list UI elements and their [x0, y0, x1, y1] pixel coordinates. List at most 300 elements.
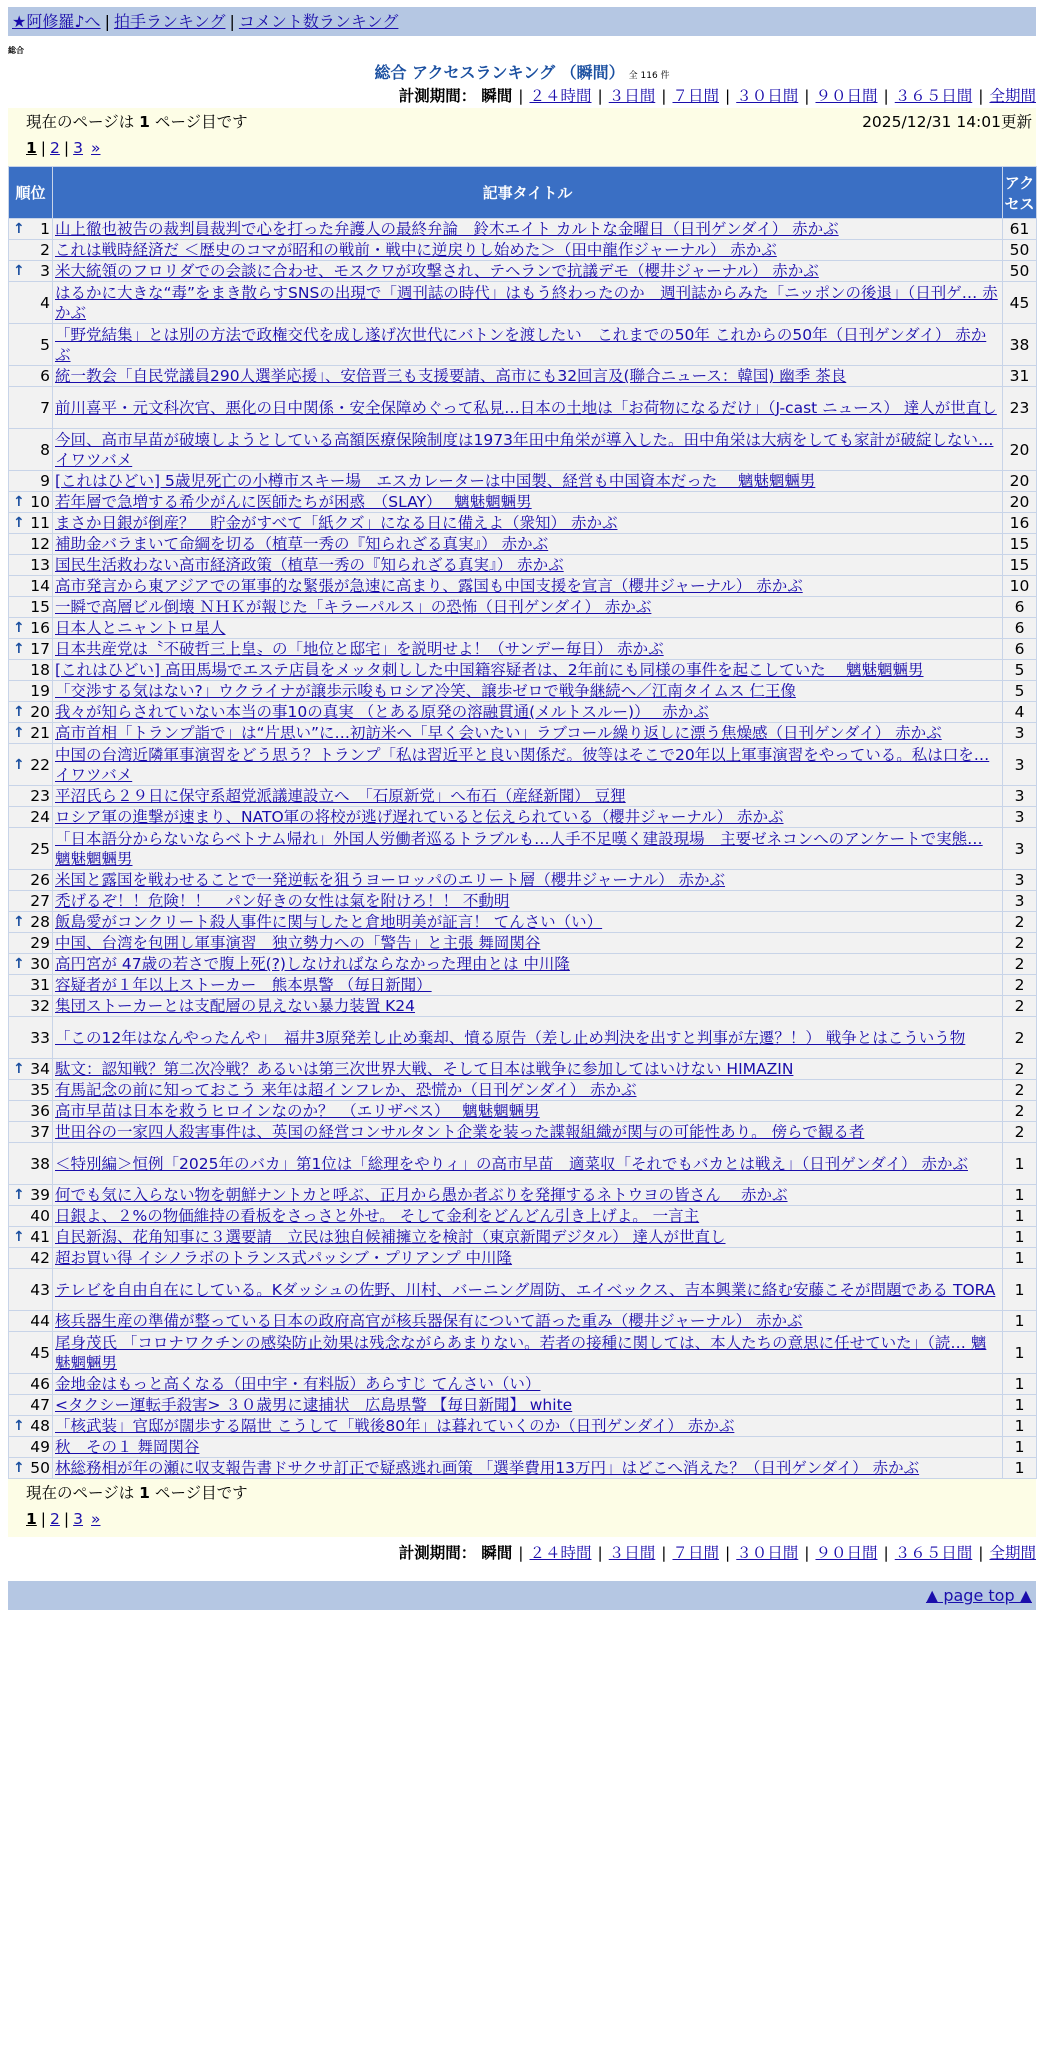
period-separator: | [518, 1544, 524, 1562]
page-top-link[interactable]: ▲ page top ▲ [925, 1586, 1032, 1605]
access-count: 15 [1003, 555, 1037, 576]
rank-cell [9, 492, 53, 513]
total-count: 全 116 件 [628, 71, 670, 81]
article-title-link[interactable]: 高市首相「トランプ詣で」は“片思い”に…初訪米へ「早く会いたい」ラブコール繰り返しに漂う焦燥感（日刊ゲンダイ） 赤かぶ [55, 724, 942, 742]
table-row [9, 324, 1037, 366]
rank-number: 47 [30, 1396, 50, 1414]
article-title-link[interactable]: 「この12年はなんやったんや」 福井3原発差し止め棄却、憤る原告（差し止め判決を出すと判事が左遷？！） 戦争とはこういう物 [55, 1028, 966, 1047]
page-number-link: 1 [26, 1510, 37, 1528]
title-cell [53, 1458, 1003, 1479]
table-row [9, 1143, 1037, 1185]
table-row [9, 555, 1037, 576]
rank-number: 43 [30, 1280, 50, 1299]
article-title-link[interactable]: 秋 その１ 舞岡関谷 [55, 1438, 200, 1456]
rank-number: 2 [40, 241, 50, 259]
period-separator: | [883, 1544, 889, 1562]
page-separator: | [63, 139, 70, 157]
table-row [9, 240, 1037, 261]
rank-number: 19 [30, 682, 50, 700]
title-cell [53, 387, 1003, 429]
access-count: 15 [1003, 534, 1037, 555]
rank-number: 21 [30, 724, 50, 742]
rank-up-arrow-icon: ↑ [13, 1061, 25, 1077]
rank-number: 17 [30, 640, 50, 658]
table-row [9, 429, 1037, 471]
title-cell [53, 618, 1003, 639]
rank-number: 40 [30, 1207, 50, 1225]
table-row [9, 681, 1037, 702]
article-title-link[interactable]: 有馬記念の前に知っておこう 来年は超インフレか、恐慌か（日刊ゲンダイ） 赤かぶ [55, 1081, 637, 1099]
page-number-link[interactable]: 3 [73, 1510, 84, 1528]
rank-cell [9, 1227, 53, 1248]
period-option[interactable]: ３０日間 [736, 87, 799, 105]
period-option-bottom[interactable]: ３６５日間 [894, 1544, 973, 1562]
article-title-link[interactable]: ＜特別編＞恒例「2025年のバカ」第1位は「総理をやりィ」の高市早苗 適菜収「それでもバカとは戦え」（日刊ゲンダイ） 赤かぶ [55, 1154, 968, 1173]
table-row [9, 282, 1037, 324]
rank-number: 3 [40, 262, 50, 280]
rank-up-arrow-icon: ↑ [13, 263, 25, 279]
rank-number: 49 [30, 1438, 50, 1456]
article-title-link[interactable]: 統一教会「自民党議員290人選挙応援」、安倍晋三も支援要請、高市にも32回言及(聯合ニュース：韓国) 幽季 茶良 [55, 367, 847, 385]
rank-cell [9, 702, 53, 723]
article-title-link[interactable]: 「核武装」官邸が闊歩する隔世 こうして「戦後80年」は暮れていくのか（日刊ゲンダイ） 赤かぶ [55, 1417, 735, 1435]
rank-number: 30 [30, 955, 50, 973]
article-title-link[interactable]: <タクシー運転手殺害> ３０歳男に逮捕状 広島県警 【毎日新聞】 white [55, 1396, 573, 1414]
article-title-link[interactable]: 何でも気に入らない物を朝鮮ナントカと呼ぶ、正月から愚か者ぶりを発揮するネトウヨの皆さん 赤かぶ [55, 1186, 788, 1204]
access-count: 2 [1003, 975, 1037, 996]
rank-number: 41 [30, 1228, 50, 1246]
period-separator: | [518, 87, 524, 105]
rank-number: 44 [30, 1312, 50, 1330]
period-separator: | [804, 1544, 810, 1562]
access-count: 10 [1003, 576, 1037, 597]
access-count: 1 [1003, 1143, 1037, 1185]
table-row [9, 870, 1037, 891]
table-row [9, 1248, 1037, 1269]
rank-cell [9, 1143, 53, 1185]
access-count: 16 [1003, 513, 1037, 534]
access-count: 3 [1003, 786, 1037, 807]
access-count: 1 [1003, 1227, 1037, 1248]
table-row [9, 1416, 1037, 1437]
updated-timestamp: 2025/12/31 14:01更新 [862, 113, 1032, 131]
period-option-bottom[interactable]: 全期間 [989, 1544, 1036, 1562]
access-count: 3 [1003, 828, 1037, 870]
rank-cell [9, 471, 53, 492]
period-label-bottom: 計測期間： [398, 1544, 477, 1562]
rank-cell [9, 513, 53, 534]
rank-cell [9, 534, 53, 555]
rank-cell [9, 744, 53, 786]
title-cell [53, 975, 1003, 996]
rank-number: 26 [30, 871, 50, 889]
period-option[interactable]: ９０日間 [815, 87, 878, 105]
article-title-link[interactable]: [これはひどい] 高田馬場でエステ店員をメッタ刺しした中国籍容疑者は、2年前にも同様の事件を起こしていた 魑魅魍魎男 [55, 661, 924, 679]
rank-cell [9, 555, 53, 576]
title-cell [53, 1227, 1003, 1248]
category-label: 総合 [8, 46, 24, 55]
rank-number: 38 [30, 1154, 50, 1173]
table-row [9, 786, 1037, 807]
article-title-link[interactable]: テレビを自由自在にしている。Kダッシュの佐野、川村、バーニング周防、エイベックス、吉本興業に絡む安藤こそが問題である TORA [55, 1280, 996, 1299]
article-title-link[interactable]: 金地金はもっと高くなる（田中宇・有料版）あらすじ てんさい（い） [55, 1375, 541, 1393]
rank-up-arrow-icon: ↑ [13, 725, 25, 741]
rank-number: 15 [30, 598, 50, 616]
table-row [9, 828, 1037, 870]
access-count: 50 [1003, 261, 1037, 282]
table-row [9, 618, 1037, 639]
article-title-link[interactable]: 一瞬で高層ビル倒壊 ＮＨＫが報じた「キラーパルス」の恐怖（日刊ゲンダイ） 赤かぶ [55, 598, 652, 616]
article-title-link[interactable]: 補助金バラまいて命綱を切る（植草一秀の『知られざる真実』） 赤かぶ [55, 535, 549, 553]
title-cell [53, 1017, 1003, 1059]
rank-number: 12 [30, 535, 50, 553]
ranking-title-row [8, 62, 1036, 84]
table-row [9, 723, 1037, 744]
current-page-text: 現在のページは 1 ページ目です [26, 113, 248, 131]
access-count: 3 [1003, 723, 1037, 744]
table-row [9, 1206, 1037, 1227]
rank-cell [9, 1206, 53, 1227]
access-count: 1 [1003, 1374, 1037, 1395]
rank-cell [9, 1122, 53, 1143]
access-count: 20 [1003, 429, 1037, 471]
rank-number: 9 [40, 472, 50, 490]
article-title-link[interactable]: ロシア軍の進撃が速まり、NATO軍の将校が逃げ遅れていると伝えられている（櫻井ジャーナル） 赤かぶ [55, 808, 784, 826]
article-title-link[interactable]: 高市発言から東アジアでの軍事的な緊張が急速に高まり、露国も中国支援を宣言（櫻井ジャーナル） 赤かぶ [55, 577, 803, 595]
article-title-link[interactable]: 「交渉する気はない?」ウクライナが譲歩示唆もロシア冷笑、譲歩ゼロで戦争継続へ／江南タイムス 仁王像 [55, 682, 796, 700]
article-title-link[interactable]: 米大統領のフロリダでの会談に合わせ、モスクワが攻撃され、テヘランで抗議デモ（櫻井ジャーナル） 赤かぶ [55, 262, 819, 280]
article-title-link[interactable]: 飯島愛がコンクリート殺人事件に関与したと倉地明美が証言！ てんさい（い） [55, 913, 603, 931]
article-title-link[interactable]: 高円宮が 47歳の若さで腹上死(?)しなければならなかった理由とは 中川隆 [55, 955, 570, 973]
title-cell [53, 954, 1003, 975]
title-cell [53, 786, 1003, 807]
title-cell [53, 1101, 1003, 1122]
period-option-bottom[interactable]: ９０日間 [815, 1544, 878, 1562]
title-cell [53, 744, 1003, 786]
title-cell [53, 261, 1003, 282]
period-option-bottom[interactable]: ２４時間 [529, 1544, 592, 1562]
table-row [9, 996, 1037, 1017]
article-title-link[interactable]: 超お買い得 イシノラボのトランス式パッシブ・プリアンプ 中川隆 [55, 1249, 513, 1267]
page-info-box-bottom [8, 1479, 1036, 1537]
title-cell [53, 1248, 1003, 1269]
period-option[interactable]: ２４時間 [529, 87, 592, 105]
access-count: 4 [1003, 702, 1037, 723]
rank-number: 27 [30, 892, 50, 910]
table-row [9, 366, 1037, 387]
article-title-link[interactable]: 「野党結集」とは別の方法で政権交代を成し遂げ次世代にバトンを渡したい これまでの50年 これからの50年（日刊ゲンダイ） 赤かぶ [55, 325, 987, 364]
article-title-link[interactable]: 中国、台湾を包囲し軍事演習 独立勢力への「警告」と主張 舞岡関谷 [55, 934, 541, 952]
page-number-link[interactable]: 2 [50, 139, 60, 157]
rank-up-arrow-icon: ↑ [13, 494, 25, 510]
article-title-link[interactable]: 前川喜平・元文科次官、悪化の日中関係・安全保障めぐって私見…日本の土地は「お荷物になるだけ」（J-cast ニュース） 達人が世直し [55, 398, 997, 417]
title-cell [53, 1311, 1003, 1332]
rank-cell [9, 219, 53, 240]
access-count: 1 [1003, 1437, 1037, 1458]
title-cell [53, 1269, 1003, 1311]
access-count: 2 [1003, 1080, 1037, 1101]
rank-up-arrow-icon: ↑ [13, 620, 25, 636]
article-title-link[interactable]: [これはひどい] 5歳児死亡の小樽市スキー場 エスカレーターは中国製、経営も中国資本だった 魑魅魍魎男 [55, 472, 816, 490]
rank-cell [9, 324, 53, 366]
rank-number: 37 [30, 1123, 50, 1141]
article-title-link[interactable]: 日本共産党は〝不破哲三上皇〟の「地位と邸宅」を説明せよ！（サンデー毎日） 赤かぶ [55, 640, 664, 658]
access-count: 3 [1003, 891, 1037, 912]
access-count: 1 [1003, 1185, 1037, 1206]
page [8, 7, 1036, 1610]
table-row [9, 744, 1037, 786]
access-count: 1 [1003, 1206, 1037, 1227]
title-cell [53, 1206, 1003, 1227]
article-title-link[interactable]: 山上徹也被告の裁判員裁判で心を打った弁護人の最終弁論 鈴木エイト カルトな金曜日（日刊ゲンダイ） 赤かぶ [55, 220, 839, 238]
rank-cell [9, 387, 53, 429]
access-count: 2 [1003, 912, 1037, 933]
period-option[interactable]: 全期間 [989, 87, 1036, 105]
period-option-bottom[interactable]: ７日間 [672, 1544, 719, 1562]
rank-cell [9, 1101, 53, 1122]
rank-up-arrow-icon: ↑ [13, 914, 25, 930]
article-title-link[interactable]: まさか日銀が倒産？ 貯金がすべて「紙クズ」になる日に備えよ（衆知） 赤かぶ [55, 514, 618, 532]
table-row [9, 1332, 1037, 1374]
access-count: 2 [1003, 1059, 1037, 1080]
table-row [9, 1437, 1037, 1458]
title-cell [53, 282, 1003, 324]
article-title-link[interactable]: 禿げるぞ！！危険！！ パン好きの女性は氣を附けろ！！ 不動明 [55, 892, 510, 910]
rank-number: 11 [30, 514, 50, 532]
comment-ranking-link[interactable]: コメント数ランキング [238, 12, 399, 31]
page-number-link[interactable]: 2 [50, 1510, 60, 1528]
table-row [9, 219, 1037, 240]
rank-number: 46 [30, 1375, 50, 1393]
period-option-bottom[interactable]: ３０日間 [736, 1544, 799, 1562]
table-row [9, 1458, 1037, 1479]
table-row [9, 1374, 1037, 1395]
article-title-link[interactable]: 高市早苗は日本を救うヒロインなのか？ （エリザベス） 魑魅魍魎男 [55, 1102, 540, 1120]
title-cell [53, 429, 1003, 471]
article-title-link[interactable]: 「日本語分からないならベトナム帰れ」外国人労働者巡るトラブルも…人手不足嘆く建設現場 主要ゼネコンへのアンケートで実態… 魑魅魍魎男 [55, 829, 983, 868]
article-title-link[interactable]: 林総務相が年の瀬に収支報告書ドサクサ訂正で疑惑逃れ画策 「選挙費用13万円」はどこへ消えた？（日刊ゲンダイ） 赤かぶ [55, 1459, 920, 1477]
header-rank: 順位 [9, 167, 53, 219]
rank-number: 28 [30, 913, 50, 931]
article-title-link[interactable]: 我々が知らされていない本当の事10の真実 （とある原発の溶融貫通(メルトスルー)） 赤かぶ [55, 703, 709, 721]
access-count: 1 [1003, 1311, 1037, 1332]
table-row [9, 702, 1037, 723]
table-row [9, 471, 1037, 492]
rank-up-arrow-icon: ↑ [13, 956, 25, 972]
title-cell [53, 1374, 1003, 1395]
access-count: 1 [1003, 1395, 1037, 1416]
article-title-link[interactable]: 今回、高市早苗が破壊しようとしている高額医療保険制度は1973年田中角栄が導入した。田中角栄は大病をしても家計が破綻しない… イワツバメ [55, 430, 994, 469]
rank-up-arrow-icon: ↑ [13, 1187, 25, 1203]
table-row [9, 1395, 1037, 1416]
title-cell [53, 1395, 1003, 1416]
table-row [9, 891, 1037, 912]
rank-cell [9, 1248, 53, 1269]
article-title-link[interactable]: 日本人とニャントロ星人 [55, 619, 226, 637]
article-title-link[interactable]: 若年層で急増する希少がんに医師たちが困惑 （SLAY） 魑魅魍魎男 [55, 493, 532, 511]
table-row [9, 933, 1037, 954]
rank-up-arrow-icon: ↑ [13, 515, 25, 531]
period-option[interactable]: ７日間 [672, 87, 719, 105]
rank-cell [9, 660, 53, 681]
rank-up-arrow-icon: ↑ [13, 641, 25, 657]
rank-cell [9, 1059, 53, 1080]
access-count: 2 [1003, 1101, 1037, 1122]
table-row [9, 639, 1037, 660]
article-title-link[interactable]: 中国の台湾近隣軍事演習をどう思う？トランプ「私は習近平と良い関係だ。彼等はそこで20年以上軍事演習をやっている。私は口を… イワツバメ [55, 745, 990, 784]
rank-number: 20 [30, 703, 50, 721]
title-cell [53, 723, 1003, 744]
access-count: 2 [1003, 954, 1037, 975]
period-label: 計測期間： [398, 87, 477, 105]
article-title-link[interactable]: 平沼氏ら２９日に保守系超党派議連設立へ 「石原新党」へ布石（産経新聞） 豆狸 [55, 787, 626, 805]
rank-up-arrow-icon: ↑ [13, 756, 25, 773]
access-count: 31 [1003, 366, 1037, 387]
rank-cell [9, 891, 53, 912]
period-option[interactable]: ３６５日間 [894, 87, 973, 105]
title-cell [53, 1332, 1003, 1374]
period-option-bottom[interactable]: ３日間 [608, 1544, 656, 1562]
next-page-link[interactable]: » [91, 139, 101, 157]
rank-cell [9, 1185, 53, 1206]
rank-number: 35 [30, 1081, 50, 1099]
rank-cell [9, 1374, 53, 1395]
access-count: 20 [1003, 471, 1037, 492]
rank-cell [9, 912, 53, 933]
rank-up-arrow-icon: ↑ [13, 704, 25, 720]
rank-up-arrow-icon: ↑ [13, 1460, 25, 1476]
rank-cell [9, 1458, 53, 1479]
rank-cell [9, 828, 53, 870]
access-count: 61 [1003, 219, 1037, 240]
page-separator: | [63, 1510, 70, 1528]
article-title-link[interactable]: 自民新潟、花角知事に３選要請 立民は独自候補擁立を検討（東京新聞デジタル） 達人が世直し [55, 1228, 726, 1246]
period-separator: | [883, 87, 889, 105]
rank-number: 32 [30, 997, 50, 1015]
rank-cell [9, 723, 53, 744]
header-title: 記事タイトル [53, 167, 1003, 219]
article-title-link[interactable]: これは戦時経済だ ＜歴史のコマが昭和の戦前・戦中に逆戻りし始めた＞（田中龍作ジャーナル） 赤かぶ [55, 241, 777, 259]
rank-number: 33 [30, 1028, 50, 1047]
title-cell [53, 1437, 1003, 1458]
title-cell [53, 660, 1003, 681]
access-count: 6 [1003, 639, 1037, 660]
page-info-box [8, 108, 1036, 166]
clap-ranking-link[interactable]: 拍手ランキング [113, 12, 226, 31]
next-page-link[interactable]: » [91, 1510, 101, 1528]
article-title-link[interactable]: はるかに大きな“毒”をまき散らすSNSの出現で「週刊誌の時代」はもう終わったのか 週刊誌からみた「ニッポンの後退」（日刊ゲ… 赤かぶ [55, 283, 998, 322]
article-title-link[interactable]: 世田谷の一家四人殺害事件は、英国の経営コンサルタント企業を装った諜報組織が関与の可能性あり。 傍らで観る者 [55, 1123, 865, 1141]
access-count: 38 [1003, 324, 1037, 366]
home-link[interactable]: ★阿修羅♪へ [12, 12, 101, 31]
access-count: 2 [1003, 1122, 1037, 1143]
pagination [26, 138, 101, 158]
period-separator: | [725, 87, 731, 105]
table-row [9, 1017, 1037, 1059]
rank-number: 50 [30, 1459, 50, 1477]
rank-number: 23 [30, 787, 50, 805]
access-count: 1 [1003, 1248, 1037, 1269]
rank-cell [9, 366, 53, 387]
rank-number: 42 [30, 1249, 50, 1267]
title-cell [53, 1122, 1003, 1143]
rank-cell [9, 1332, 53, 1374]
title-cell [53, 702, 1003, 723]
table-row [9, 975, 1037, 996]
period-separator: | [725, 1544, 731, 1562]
table-row [9, 1122, 1037, 1143]
rank-number: 22 [30, 755, 50, 774]
rank-number: 34 [30, 1060, 50, 1078]
rank-number: 7 [40, 398, 50, 417]
table-row [9, 1227, 1037, 1248]
rank-number: 4 [40, 293, 50, 312]
title-cell [53, 219, 1003, 240]
table-row [9, 1080, 1037, 1101]
table-row [9, 1059, 1037, 1080]
access-count: 6 [1003, 618, 1037, 639]
page-number-link: 1 [26, 139, 37, 157]
title-cell [53, 1080, 1003, 1101]
rank-cell [9, 240, 53, 261]
article-title-link[interactable]: 国民生活救わない高市経済政策（植草一秀の『知られざる真実』） 赤かぶ [55, 556, 564, 574]
period-selector [8, 84, 1036, 108]
rank-cell [9, 954, 53, 975]
rank-cell [9, 639, 53, 660]
table-row [9, 261, 1037, 282]
table-row [9, 513, 1037, 534]
period-option[interactable]: ３日間 [608, 87, 656, 105]
article-title-link[interactable]: 容疑者が１年以上ストーカー 熊本県警 （毎日新聞） [55, 976, 432, 994]
rank-number: 14 [30, 577, 50, 595]
title-cell [53, 681, 1003, 702]
rank-cell [9, 933, 53, 954]
article-title-link[interactable]: 集団ストーカーとは支配層の見えない暴力装置 K24 [55, 997, 416, 1015]
period-separator: | [597, 1544, 603, 1562]
title-cell [53, 555, 1003, 576]
access-count: 45 [1003, 282, 1037, 324]
table-row [9, 912, 1037, 933]
access-count: 5 [1003, 660, 1037, 681]
access-count: 3 [1003, 870, 1037, 891]
rank-cell [9, 576, 53, 597]
rank-cell [9, 1311, 53, 1332]
access-count: 1 [1003, 1458, 1037, 1479]
rank-cell [9, 786, 53, 807]
table-row [9, 1311, 1037, 1332]
access-count: 20 [1003, 492, 1037, 513]
title-cell [53, 828, 1003, 870]
rank-cell [9, 1395, 53, 1416]
top-nav-bar: ★阿修羅♪へ | 拍手ランキング | コメント数ランキング [8, 7, 1036, 36]
article-title-link[interactable]: 日銀よ、２%の物価維持の看板をさっさと外せ。 そして金利をどんどん引き上げよ。 一言主 [55, 1207, 700, 1225]
rank-cell [9, 261, 53, 282]
access-count: 50 [1003, 240, 1037, 261]
table-row [9, 954, 1037, 975]
rank-cell [9, 870, 53, 891]
article-title-link[interactable]: 米国と露国を戦わせることで一発逆転を狙うヨーロッパのエリート層（櫻井ジャーナル） 赤かぶ [55, 871, 726, 889]
rank-cell [9, 975, 53, 996]
period-separator: | [661, 1544, 667, 1562]
title-cell [53, 534, 1003, 555]
article-title-link[interactable]: 尾身茂氏 「コロナワクチンの感染防止効果は残念ながらあまりない。若者の接種に関しては、本人たちの意思に任せていた」（読… 魑魅魍魎男 [55, 1333, 987, 1372]
period-separator: | [978, 87, 984, 105]
article-title-link[interactable]: 核兵器生産の準備が整っている日本の政府高官が核兵器保有について語った重み（櫻井ジャーナル） 赤かぶ [55, 1312, 803, 1330]
rank-up-arrow-icon: ↑ [13, 221, 25, 237]
page-number-link[interactable]: 3 [73, 139, 84, 157]
article-title-link[interactable]: 駄文：認知戦？第二次冷戦？あるいは第三次世界大戦、そして日本は戦争に参加してはいけない HIMAZIN [55, 1060, 794, 1078]
rank-number: 45 [30, 1343, 50, 1362]
